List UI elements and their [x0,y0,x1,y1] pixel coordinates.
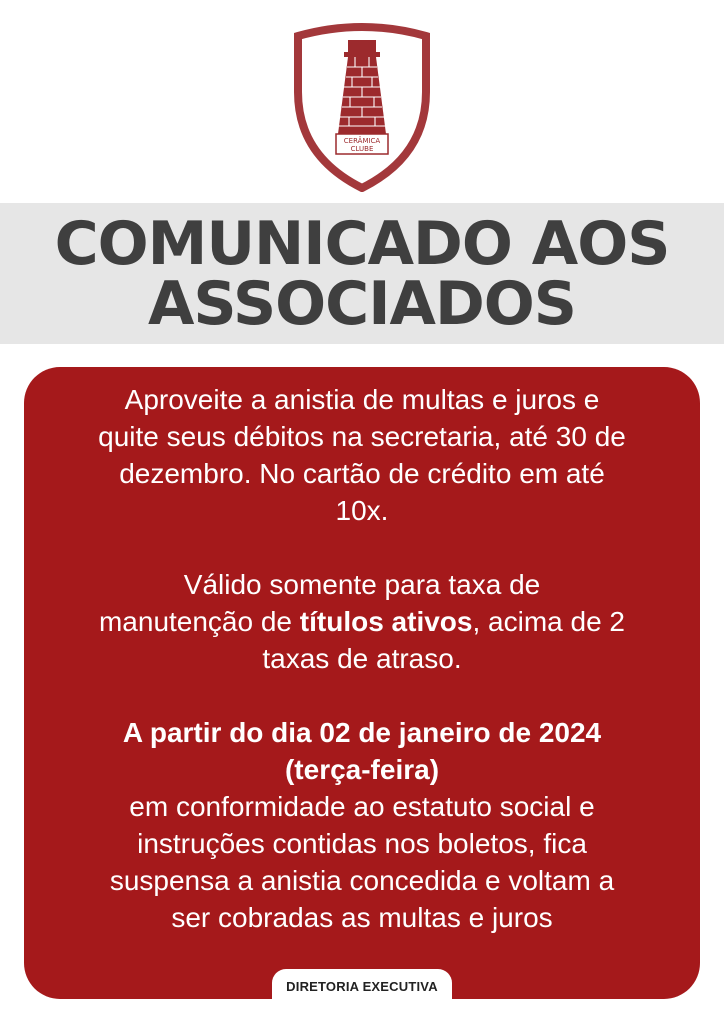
notice-p1-line: Aproveite a anistia de multas e juros e [124,384,600,415]
notice-p3-bold-line2: (terça-feira) [284,754,440,785]
notice-p1-line: quite seus débitos na secretaria, até 30 de [98,421,626,452]
notice-p2-line2-post: , acima de 2 [472,606,626,637]
shield-tower-icon [292,22,432,192]
club-logo [292,22,432,192]
notice-p2-emphasis: títulos ativos [299,606,473,637]
page-title-line1: COMUNICADO AOS [54,208,670,279]
notice-card [24,367,700,999]
notice-p1-line: 10x. [335,495,389,526]
notice-p3-line: ser cobradas as multas e juros [171,902,553,933]
notice-p2-line1: Válido somente para taxa de [183,569,541,600]
footer-signature: DIRETORIA EXECUTIVA [286,978,438,994]
notice-paragraph-1 [44,381,680,529]
logo-text-line2: CLUBE [350,145,374,153]
notice-p3-line: suspensa a anistia concedida e voltam a [109,865,615,896]
notice-p2-line3: taxas de atraso. [262,643,462,674]
page-title-line2: ASSOCIADOS [148,268,576,339]
notice-p3-bold-line1: A partir do dia 02 de janeiro de 2024 [122,717,602,748]
notice-paragraph-2 [44,566,680,677]
notice-p2-line2-pre: manutenção de [98,606,300,637]
notice-p3-line: em conformidade ao estatuto social e [129,791,595,822]
logo-text-line1: CERÂMICA [343,137,381,145]
notice-text [44,381,680,936]
title-band [0,203,724,344]
notice-p1-line: dezembro. No cartão de crédito em até [119,458,605,489]
footer-tab [272,969,452,1003]
notice-p3-line: instruções contidas nos boletos, fica [137,828,587,859]
notice-paragraph-3 [44,714,680,936]
